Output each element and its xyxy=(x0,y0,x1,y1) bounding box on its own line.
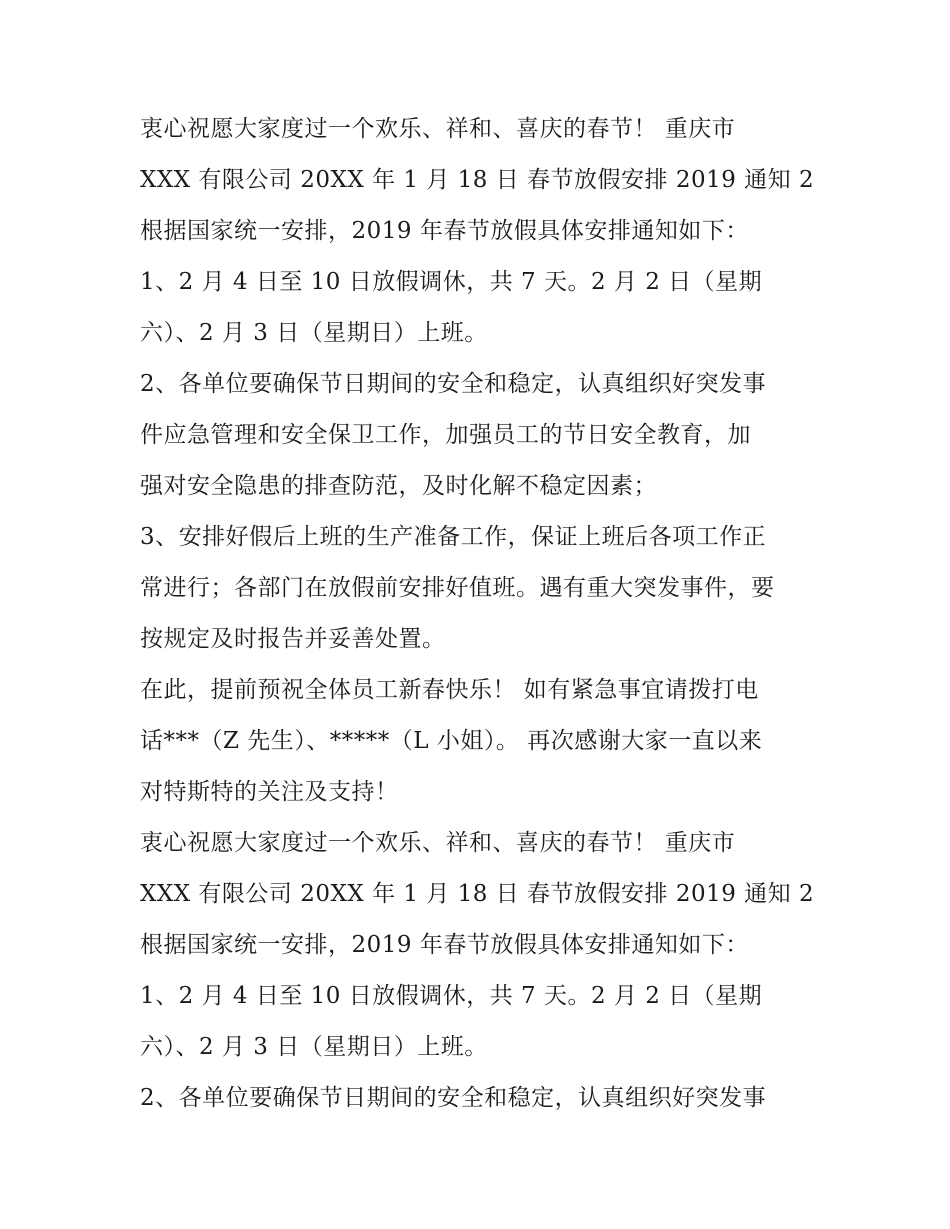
text-line: 对特斯特的关注及支持！ xyxy=(140,779,399,805)
text-line: 衷心祝愿大家度过一个欢乐、祥和、喜庆的春节！ 重庆市 xyxy=(140,116,736,142)
text-line: 衷心祝愿大家度过一个欢乐、祥和、喜庆的春节！ 重庆市 xyxy=(140,830,736,856)
text-line: XXX 有限公司 20XX 年 1 月 18 日 春节放假安排 2019 通知 2 xyxy=(140,167,815,193)
text-line: 在此，提前预祝全体员工新春快乐！ 如有紧急事宜请拨打电 xyxy=(140,677,759,703)
text-line: 六）、2 月 3 日（星期日）上班。 xyxy=(140,1034,488,1060)
text-line: 2、各单位要确保节日期间的安全和稳定，认真组织好突发事 xyxy=(140,371,767,397)
notice-text-block xyxy=(140,104,840,1124)
text-line: 常进行；各部门在放假前安排好值班。遇有重大突发事件，要 xyxy=(140,575,775,601)
text-line: 1、2 月 4 日至 10 日放假调休，共 7 天。2 月 2 日（星期 xyxy=(140,269,763,295)
text-line: 3、安排好假后上班的生产准备工作，保证上班后各项工作正 xyxy=(140,524,767,550)
text-line: 按规定及时报告并妥善处置。 xyxy=(140,626,446,652)
text-line: 根据国家统一安排，2019 年春节放假具体安排通知如下： xyxy=(140,932,749,958)
text-line: 话***（Z 先生）、*****（L 小姐）。 再次感谢大家一直以来 xyxy=(140,728,763,754)
text-line: 六）、2 月 3 日（星期日）上班。 xyxy=(140,320,488,346)
text-line: 1、2 月 4 日至 10 日放假调休，共 7 天。2 月 2 日（星期 xyxy=(140,983,763,1009)
text-line: 强对安全隐患的排查防范，及时化解不稳定因素； xyxy=(140,473,657,499)
text-line: 件应急管理和安全保卫工作，加强员工的节日安全教育，加 xyxy=(140,422,751,448)
text-line: 根据国家统一安排，2019 年春节放假具体安排通知如下： xyxy=(140,218,749,244)
text-line: 2、各单位要确保节日期间的安全和稳定，认真组织好突发事 xyxy=(140,1085,767,1111)
text-line: XXX 有限公司 20XX 年 1 月 18 日 春节放假安排 2019 通知 2 xyxy=(140,881,815,907)
